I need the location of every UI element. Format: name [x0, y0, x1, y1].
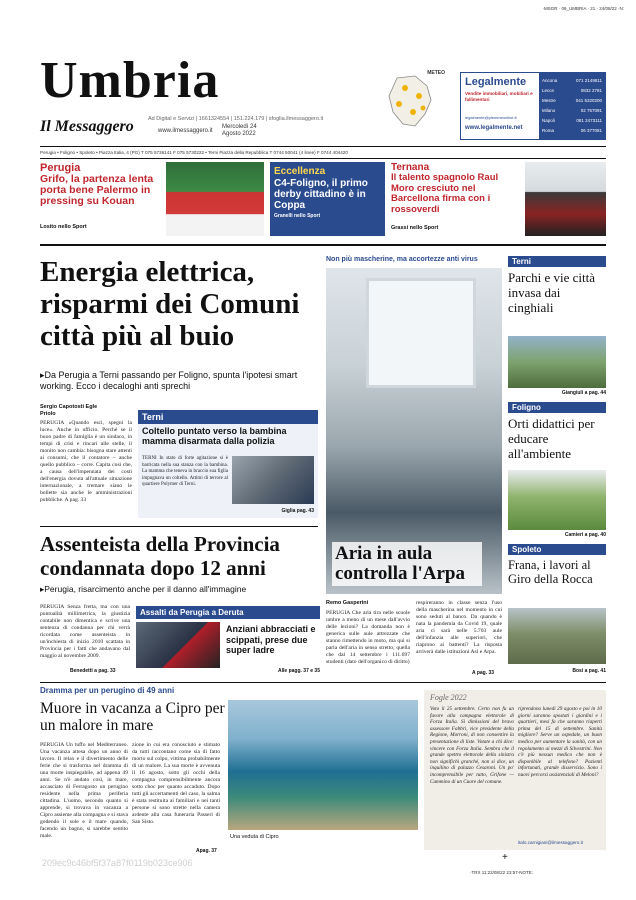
boars-photo — [508, 336, 606, 388]
terni-label: Terni — [138, 410, 318, 424]
right-label: Terni — [508, 256, 606, 267]
right-sig: Bosi a pag. 41 — [572, 668, 606, 674]
masthead-date: Mercoledì 24 Agosto 2022 — [222, 124, 257, 137]
teaser-sig: Grassi nello Sport — [391, 225, 439, 231]
right-terni[interactable] — [508, 256, 606, 398]
third-kicker: Dramma per un perugino di 49 anni — [40, 686, 175, 695]
meteo-label: METEO — [427, 70, 445, 76]
letters-body2: riprendono lunedì 29 agosto e poi in 10 giorni saranno spostati i giardini e i quartieri, mesi fa che saranno riaperti prima del 15 di settembre. Sanità migliore? Serve un ospedale, un buon medico per aumentare la sanità, con un regolamento ai mezzi di Silvestrini. Non c'è più nessun medico che non è disponibile al telefono? Pazienti infortunati, grande disservizio. Sono i nuovi percorsi assistenziali di Meloni? — [518, 706, 602, 778]
teaser-kicker: Eccellenza — [274, 166, 326, 177]
ad-phone-row: Roma 06 377081 — [542, 128, 602, 133]
third-sig: Apag. 37 — [196, 848, 217, 854]
window-shape — [366, 278, 476, 388]
assalti-label: Assalti da Perugia a Deruta — [136, 606, 320, 619]
lead-authors: Sergio Capotosti Egle Priolo — [40, 404, 98, 417]
footer-line: ·TRX 11:22/08/22 23:57-NOTE: — [470, 870, 533, 875]
teaser-title: C4-Foligno, il primo derby cittadino è in Coppa — [274, 178, 368, 211]
right-label: Spoleto — [508, 544, 606, 555]
lead-title[interactable]: Energia elettrica, risparmi dei Comuni città più al buio — [40, 256, 300, 352]
teaser-kicker: Perugia — [40, 162, 81, 174]
paper-logo: Il Messaggero — [40, 118, 134, 135]
letters-box[interactable] — [424, 690, 606, 850]
footer-plus: + — [502, 852, 508, 863]
teaser-sig: Losito nello Sport — [40, 224, 87, 230]
right-sig: Camieri a pag. 40 — [564, 532, 606, 538]
top-line: ·MSGR · 06_UMBRIA · 21 · 24/08/22 ·N: — [542, 6, 624, 11]
assalti-title: Anziani abbracciati e scippati, prese due super ladre — [226, 624, 316, 655]
third-body1: PERUGIA Un tuffo nel Mediterraneo. Una vacanza attesa dopo un anno di lavoro. Il relax e il divertimento delle ferie che si trasforma nel dramma di una morte inspiegabile, ad appena 49 anni. Se n'è andato così, in mare, accasciato di Ferragosto un perugino residente nella prima periferia cittadina. L'uomo, secondo quanto si apprende, si trovava in vacanza a Cipro assieme alla compagna e si stava godendo il sole e il mare quando, facendo un bagno, si sarebbe sentito male. — [40, 742, 128, 839]
cyprus-caption: Una veduta di Cipro — [230, 834, 279, 840]
second-subtitle: ▸Perugia, risarcimento anche per il danno all'immagine — [40, 584, 247, 594]
teaser-title: Il talento spagnolo Raul Moro cresciuto nel Barcellona firma con i rossoverdi — [391, 172, 499, 215]
terni-box[interactable] — [138, 410, 318, 518]
teaser-eccellenza[interactable] — [270, 162, 385, 236]
ad-phone-row: Lecce 0832 2781 — [542, 88, 602, 93]
right-title: Frana, i lavori al Giro della Rocca — [508, 558, 593, 586]
teaser-kicker: Ternana — [391, 162, 430, 173]
terni-sig: Giglia pag. 43 — [281, 508, 314, 514]
assalti-box[interactable] — [136, 606, 320, 676]
police-photo — [232, 456, 314, 504]
masthead-site[interactable]: www.ilmessaggero.it — [158, 128, 213, 134]
garden-photo — [508, 470, 606, 530]
ad-web: www.legalmente.net — [465, 125, 523, 131]
right-title: Parchi e vie città invasa dai cinghiali — [508, 270, 595, 315]
photo-story-body2: respireranno in classe senza l'uso della mascherina nel momento in cui sono seduti al banco. Da quando è nata la pandemia da Covid 19, quale aria ci sarà nelle 5.703 aule dell'infanzia alle superiori, che riaprono ai battenti? La risposta arriverà dalle istituzioni Asl e Arpa. — [416, 600, 502, 655]
terni-title: Coltello puntato verso la bambina mamma disarmata dalla polizia — [142, 426, 287, 446]
second-sig: Benedetti a pag. 33 — [70, 668, 116, 674]
third-title[interactable]: Muore in vacanza a Cipro per un malore in mare — [40, 700, 225, 734]
address-line: Perugia • Foligno • Spoleto • Piazza Italia, 4 (PG) T 075 5736141 F 075 5730222 • Terni Piazza della Repubblica T 0744 50041 (4 linee) F 0744 404420 — [40, 150, 348, 155]
legalmente-ad[interactable] — [460, 72, 606, 140]
ad-phone-row: Mestre 041 5320200 — [542, 98, 602, 103]
terni-body: TERNI In stato di forte agitazione si è barricata nella sua stanza con la bambina. La mamma che teneva in braccio sua figlia impugnava un coltello. Attimi di terrore al quartiere Polymer di Terni. — [142, 456, 228, 487]
teaser-title: Grifo, la partenza lenta porta bene Palermo in pressing su Kouan — [40, 173, 154, 207]
right-spoleto[interactable] — [508, 544, 606, 676]
letters-header: Fogle 2022 — [430, 693, 467, 702]
ad-tagline: Vendite immobiliari, mobiliari e fallimentari — [465, 91, 533, 102]
ad-email: legalmente@piemmeonline.it — [465, 115, 517, 120]
photo-story-caption[interactable]: Aria in aula controlla l'Arpa — [332, 542, 482, 586]
ad-brand: Legalmente — [465, 76, 527, 88]
right-sig: Giangiuli a pag. 44 — [561, 390, 606, 396]
ad-phones — [539, 73, 605, 139]
footballer-photo — [166, 162, 264, 236]
teaser-ternana[interactable] — [391, 162, 606, 236]
meteo-map — [375, 70, 445, 132]
photo-story-sig: A pag. 33 — [472, 670, 495, 676]
photo-story-kicker: Non più mascherine, ma accortezze anti virus — [326, 256, 478, 263]
letters-body1: Voto il 25 settembre. Certo non fu un favore alla campagna elettorale di Forza Italia. Si dimissioni del bravo assessore Fabbri, vice presidente della Regione, Morroni, di non consentire la presentazione di liste. Votate a chi dice: vincere con Forza Italia. Sembra che il grande spettro elettorale della sinistra non significhi granché, non si dice, un inquilino di palazzo Cesaroni. Un po' incomprensibile per tutto, Grifone — Cammino di un Cuore del comune. — [430, 706, 514, 785]
second-body: PERUGIA Senza fretta, ma con una puntualità millimetrica, la giustizia contabile non dimentica e scrive una sentenza di condanna per chi verrà ricordata come assenteista in un'inchiesta di inizio 2010 scattata in Provincia per i fatti che andavano dal maggio al novembre 2009. — [40, 604, 130, 659]
second-title[interactable]: Assenteista della Provincia condannata dopo 12 anni — [40, 532, 280, 580]
umbria-map-icon — [375, 70, 445, 132]
edition-title: Umbria — [40, 52, 220, 109]
photo-story-author: Remo Gasperini — [326, 600, 369, 606]
photo-story-body1: PERUGIA Che aria tira nelle scuole umbre a meno di un mese dall'avvio delle lezioni? La domanda non è generica sulle aule attrezzate che stanno rimettendo in moto, ma qui si parla dell'aria in senso stretto, quella che dal 14 settembre i 111.697 studenti (dato dell'organico di diritto) — [326, 610, 410, 665]
right-foligno[interactable] — [508, 402, 606, 540]
teaser-perugia[interactable] — [40, 162, 264, 236]
players-photo — [525, 162, 606, 236]
ad-phone-row: Ancona 071 2149811 — [542, 78, 602, 83]
landslide-photo — [508, 608, 606, 664]
letters-email[interactable]: italo.carnigiani@ilmessaggero.it — [518, 840, 583, 845]
lead-body: PERUGIA «Quando esci, spegni la luce». Anche in ufficio. Perché se il buon padre di famiglia è un sindaco, in tempi di crisi e rincari alle stelle, il monito non cambia: bisogna stare attenti ai consumi, che il contatore – anche quello pubblico – corre. Capita così che, a causa dell'impennata dei costi dell'energia dovuta all'attuale situazione internazionale, a tremare siano le bollette sia anche le amministrazioni pubbliche. A pag. 33 — [40, 420, 132, 503]
teaser-sig: Granelli nello Sport — [274, 213, 321, 219]
lead-subtitle: ▸Da Perugia a Terni passando per Foligno, spunta l'ipotesi smart working. Ecco i decaloghi anti sprechi — [40, 370, 298, 391]
ad-phone-row: Milano 02 757091 — [542, 108, 602, 113]
assalti-sig: Alle pagg. 37 e 35 — [278, 668, 320, 674]
cyprus-photo — [228, 700, 418, 830]
carabinieri-photo — [136, 622, 220, 668]
ad-phone-row: Napoli 081 2473111 — [542, 118, 602, 123]
third-body2: zione in cui era conosciuto e stimato da tutti raccontano come sia di fatto morto sul colpo, vittima probabilmente di un malore. La sua morte è avvenuta il 16 agosto, sotto gli occhi della compagna comprensibilmente ancora sotto choc per quanto accaduto. Dopo tutti gli accertamenti del caso, la salma è stata restituita ai familiari e nei tanti persone si sono strette nella camera ardente alla casa funeraria Passeri di San Sisto. — [132, 742, 220, 825]
right-label: Foligno — [508, 402, 606, 413]
footer-code: 209ec9c46bf5f37a87f0119b023ce906 — [42, 858, 193, 868]
right-title: Orti didattici per educare all'ambiente — [508, 416, 595, 461]
masthead-meta: Ad Digital e Servizi | 1661324554 | 151.224.179 | sfoglia.ilmessaggero.it — [148, 116, 324, 122]
